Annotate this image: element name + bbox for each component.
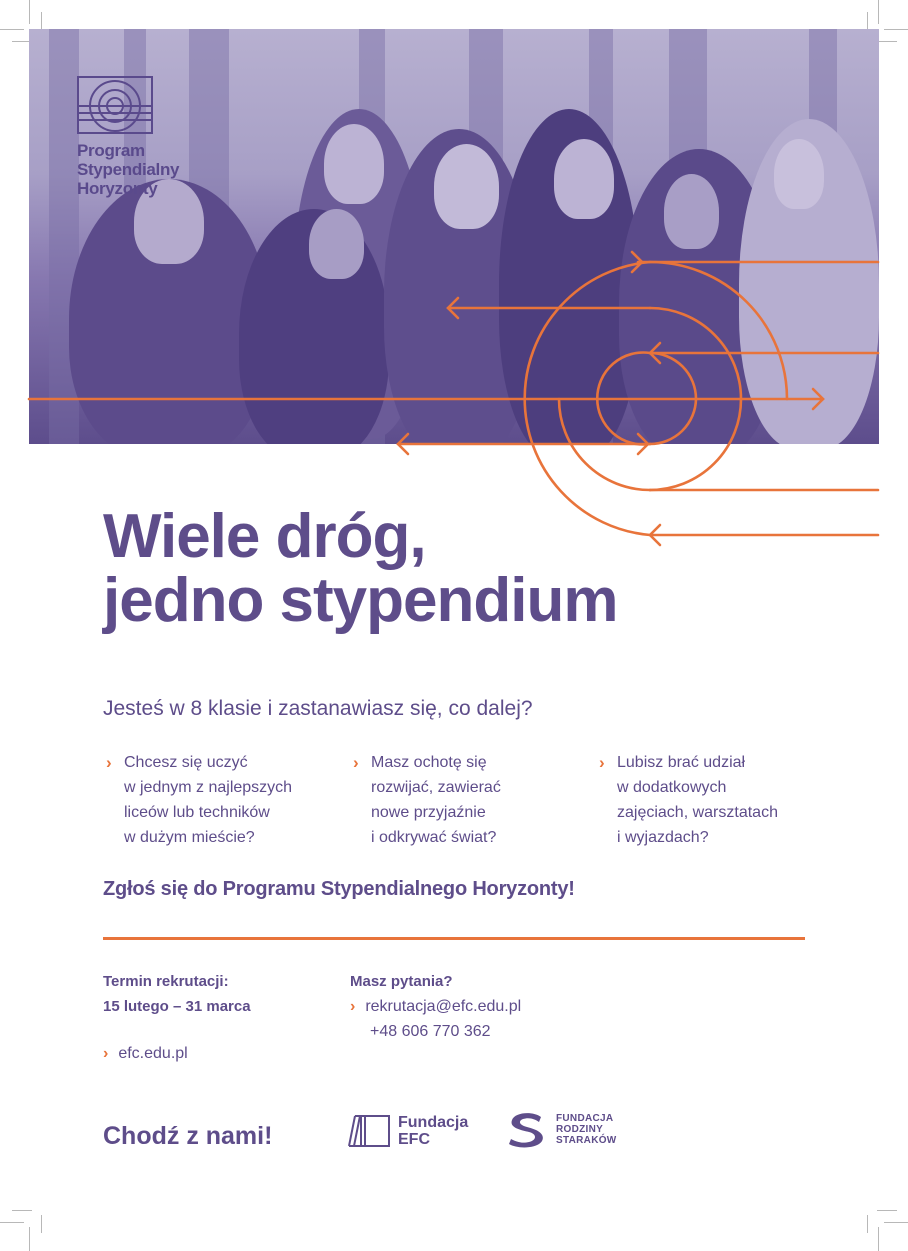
fundacja-rodziny-starakow-logo-text: FUNDACJA RODZINY STARAKÓW bbox=[556, 1113, 617, 1146]
chevron-right-icon: › bbox=[599, 753, 605, 772]
hero-photo bbox=[29, 29, 879, 444]
benefit-column-2: › Masz ochotę się rozwijać, zawierać nowe przyjaźnie i odkrywać świat? bbox=[371, 750, 501, 850]
crop-mark bbox=[29, 0, 30, 24]
fundacja-efc-logo-text: Fundacja EFC bbox=[398, 1114, 469, 1148]
crop-mark bbox=[0, 1222, 24, 1223]
call-to-action: Zgłoś się do Programu Stypendialnego Horyzonty! bbox=[103, 878, 575, 900]
crop-mark bbox=[41, 12, 42, 30]
chevron-right-icon: › bbox=[106, 753, 112, 772]
crop-mark bbox=[877, 41, 897, 42]
crop-mark bbox=[878, 1227, 879, 1251]
crop-mark bbox=[0, 29, 24, 30]
crop-mark bbox=[878, 0, 879, 24]
crop-mark bbox=[867, 12, 868, 30]
chevron-right-icon: › bbox=[350, 998, 356, 1015]
fundacja-efc-logo-icon bbox=[348, 1115, 390, 1147]
crop-mark bbox=[29, 1227, 30, 1251]
crop-mark bbox=[867, 1215, 868, 1233]
headline: Wiele dróg, jedno stypendium bbox=[103, 502, 618, 635]
closing-slogan: Chodź z nami! bbox=[103, 1122, 273, 1150]
email-link[interactable]: › rekrutacja@efc.edu.pl bbox=[350, 998, 522, 1015]
contact-info: Masz pytania? › rekrutacja@efc.edu.pl +48 606 770 362 bbox=[350, 969, 521, 1044]
program-logo-icon bbox=[77, 76, 153, 134]
orange-divider bbox=[103, 937, 805, 940]
chevron-right-icon: › bbox=[103, 1045, 109, 1062]
crop-mark bbox=[12, 1210, 32, 1211]
crop-mark bbox=[884, 1222, 908, 1223]
crop-mark bbox=[41, 1215, 42, 1233]
crop-mark bbox=[884, 29, 908, 30]
website-link[interactable]: › efc.edu.pl bbox=[103, 1045, 188, 1062]
crop-mark bbox=[877, 1210, 897, 1211]
fundacja-rodziny-starakow-logo-icon bbox=[507, 1111, 547, 1149]
program-logo-text: Program Stypendialny Horyzonty bbox=[77, 141, 180, 198]
phone-number[interactable]: +48 606 770 362 bbox=[370, 1023, 491, 1040]
benefit-column-3: › Lubisz brać udział w dodatkowych zajęciach, warsztatach i wyjazdach? bbox=[617, 750, 778, 850]
intro-question: Jesteś w 8 klasie i zastanawiasz się, co dalej? bbox=[103, 697, 533, 720]
benefit-column-1: › Chcesz się uczyć w jednym z najlepszych liceów lub techników w dużym mieście? bbox=[124, 750, 292, 850]
recruitment-info: Termin rekrutacji: 15 lutego – 31 marca bbox=[103, 973, 251, 1015]
chevron-right-icon: › bbox=[353, 753, 359, 772]
